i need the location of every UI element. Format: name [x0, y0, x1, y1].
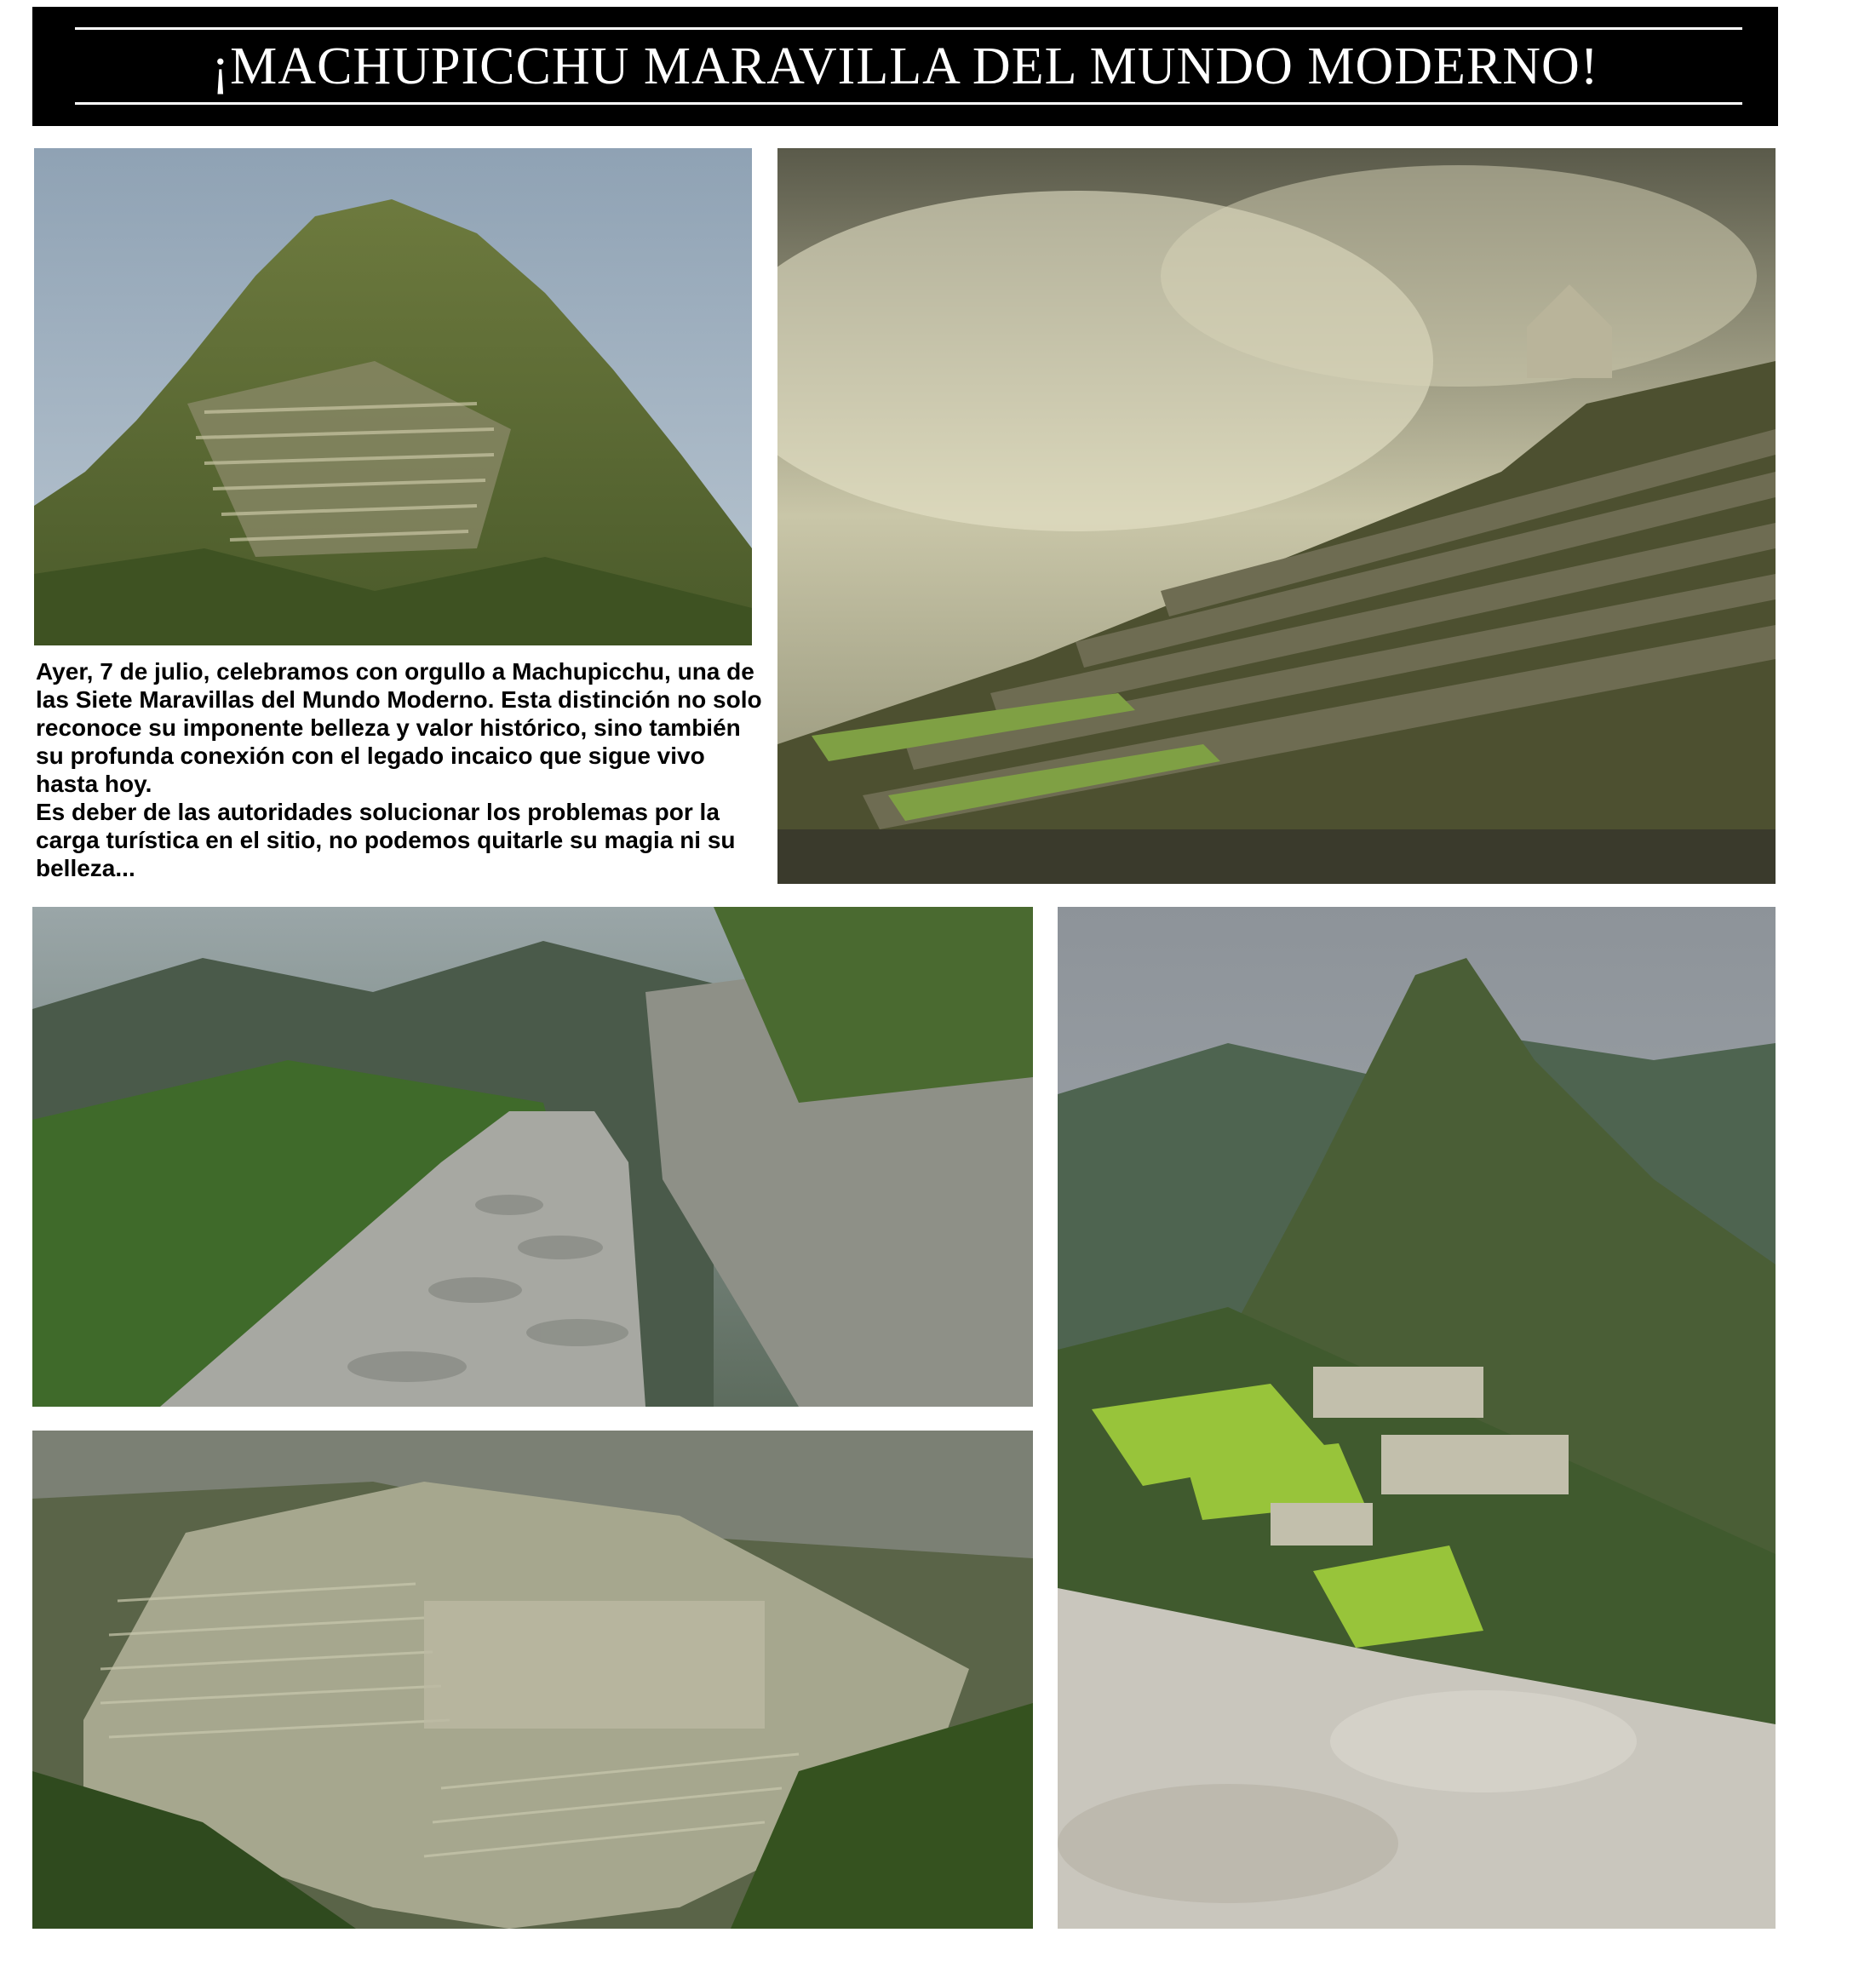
- title-banner: [32, 7, 1778, 126]
- page-title: ¡MACHUPICCHU MARAVILLA DEL MUNDO MODERNO!: [211, 37, 1599, 95]
- article-paragraph-1: Ayer, 7 de julio, celebramos con orgullo a Machupicchu, una de las Siete Maravillas del Mundo Moderno. Esta distinción no solo reconoce su imponente belleza y valor histórico, sino también su profunda conexión con el legado incaico que sigue vivo hasta hoy.: [36, 658, 762, 797]
- article-text: [36, 657, 768, 882]
- photo-aerial-citadel: [32, 1431, 1033, 1929]
- photo-citadel-clouds: [777, 148, 1776, 884]
- photo-summit-terraces: [34, 148, 752, 645]
- photo-inca-trail: [32, 907, 1033, 1407]
- banner-bottom-rule: [75, 102, 1742, 105]
- article-paragraph-2: Es deber de las autoridades solucionar los problemas por la carga turística en el sitio, no podemos quitarle su magia ni su belleza...: [36, 799, 736, 881]
- photo-citadel-panorama: [1058, 907, 1776, 1929]
- banner-top-rule: [75, 27, 1742, 30]
